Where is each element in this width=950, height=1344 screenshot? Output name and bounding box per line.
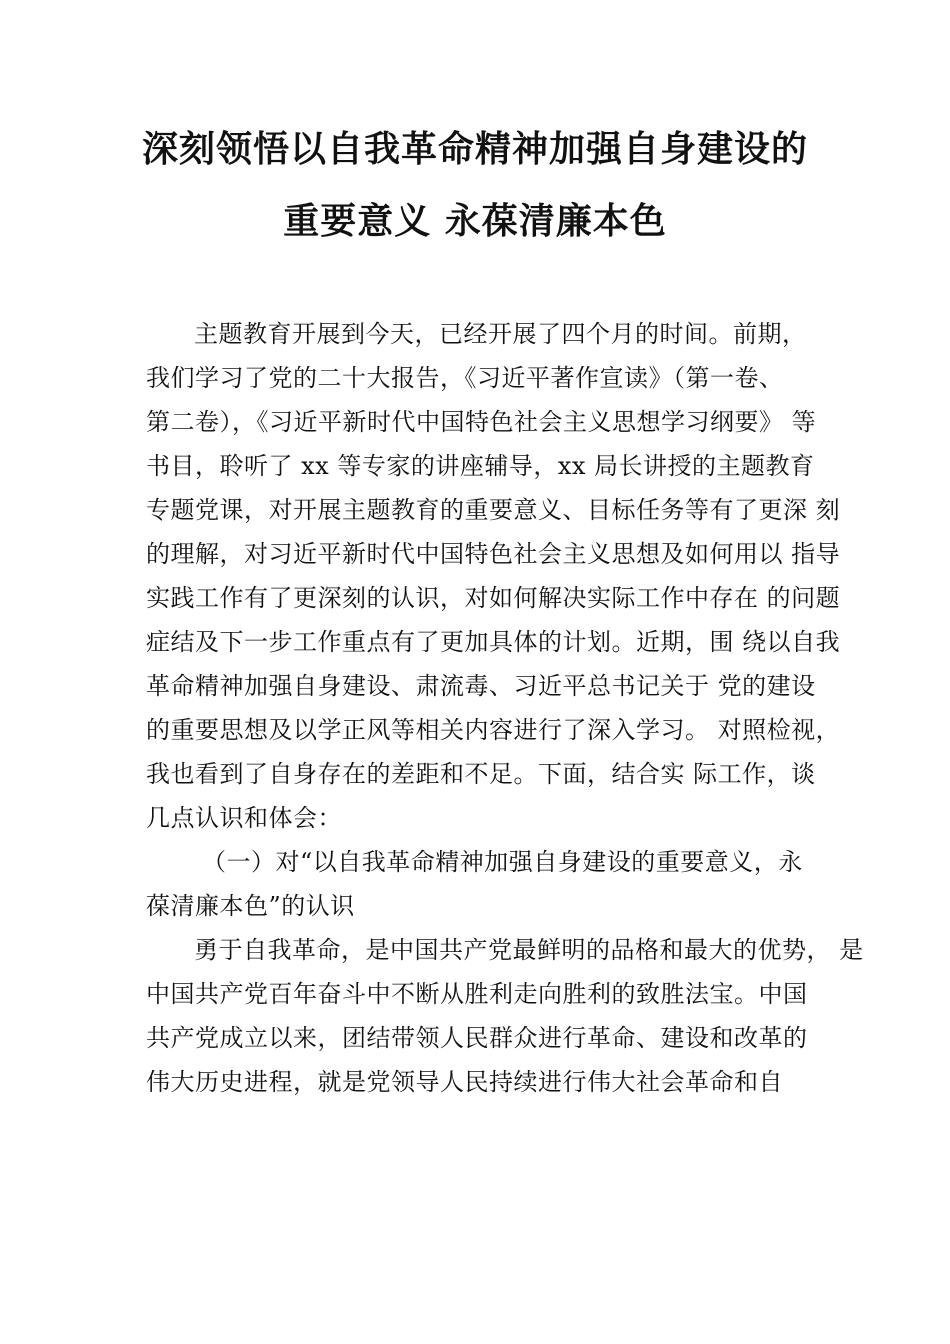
paragraph-line: 症结及下一步工作重点有了更加具体的计划。近期，围 绕以自我 <box>146 628 841 656</box>
paragraph-line: 革命精神加强自身建设、肃流毒、习近平总书记关于 党的建设 <box>146 672 816 700</box>
paragraph-line: 专题党课，对开展主题教育的重要意义、目标任务等有了更深 刻 <box>146 496 841 524</box>
paragraph-line: 第二卷），《习近平新时代中国特色社会主义思想学习纲要》 等 <box>146 408 817 436</box>
paragraph-line: 主题教育开展到今天，已经开展了四个月的时间。前期， <box>194 320 807 348</box>
paragraph-line: 我也看到了自身存在的差距和不足。下面，结合实 际工作，谈 <box>146 760 816 788</box>
paragraph-line: 我们学习了党的二十大报告，《习近平著作宣读》（第一卷、 <box>146 364 784 392</box>
paragraph-line: 共产党成立以来，团结带领人民群众进行革命、建设和改革的 <box>146 1024 808 1052</box>
section-heading-line: 葆清廉本色”的认识 <box>146 892 355 920</box>
title-line-2: 重要意义 永葆清廉本色 <box>283 201 667 242</box>
paragraph-line: 实践工作有了更深刻的认识，对如何解决实际工作中存在 的问题 <box>146 584 841 612</box>
section-heading-line: （一）对“以自我革命精神加强自身建设的重要意义，永 <box>202 848 803 876</box>
paragraph-line: 勇于自我革命，是中国共产党最鲜明的品格和最大的优势， 是 <box>194 936 864 964</box>
paragraph-line: 中国共产党百年奋斗中不断从胜利走向胜利的致胜法宝。中国 <box>146 980 808 1008</box>
paragraph-intro <box>146 312 841 840</box>
title-line-1: 深刻领悟以自我革命精神加强自身建设的 <box>141 129 808 170</box>
document-title <box>0 120 950 252</box>
paragraph-line: 几点认识和体会： <box>146 804 342 832</box>
section-heading <box>146 840 826 928</box>
paragraph-line: 伟大历史进程，就是党领导人民持续进行伟大社会革命和自 <box>146 1068 783 1096</box>
paragraph-line: 书目，聆听了 xx 等专家的讲座辅导，xx 局长讲授的主题教育 <box>146 452 815 480</box>
paragraph-line: 的理解，对习近平新时代中国特色社会主义思想及如何用以 指导 <box>146 540 841 568</box>
paragraph-self-revolution <box>146 928 864 1104</box>
paragraph-line: 的重要思想及以学正风等相关内容进行了深入学习。 对照检视， <box>146 716 841 744</box>
document-body <box>146 312 864 1104</box>
